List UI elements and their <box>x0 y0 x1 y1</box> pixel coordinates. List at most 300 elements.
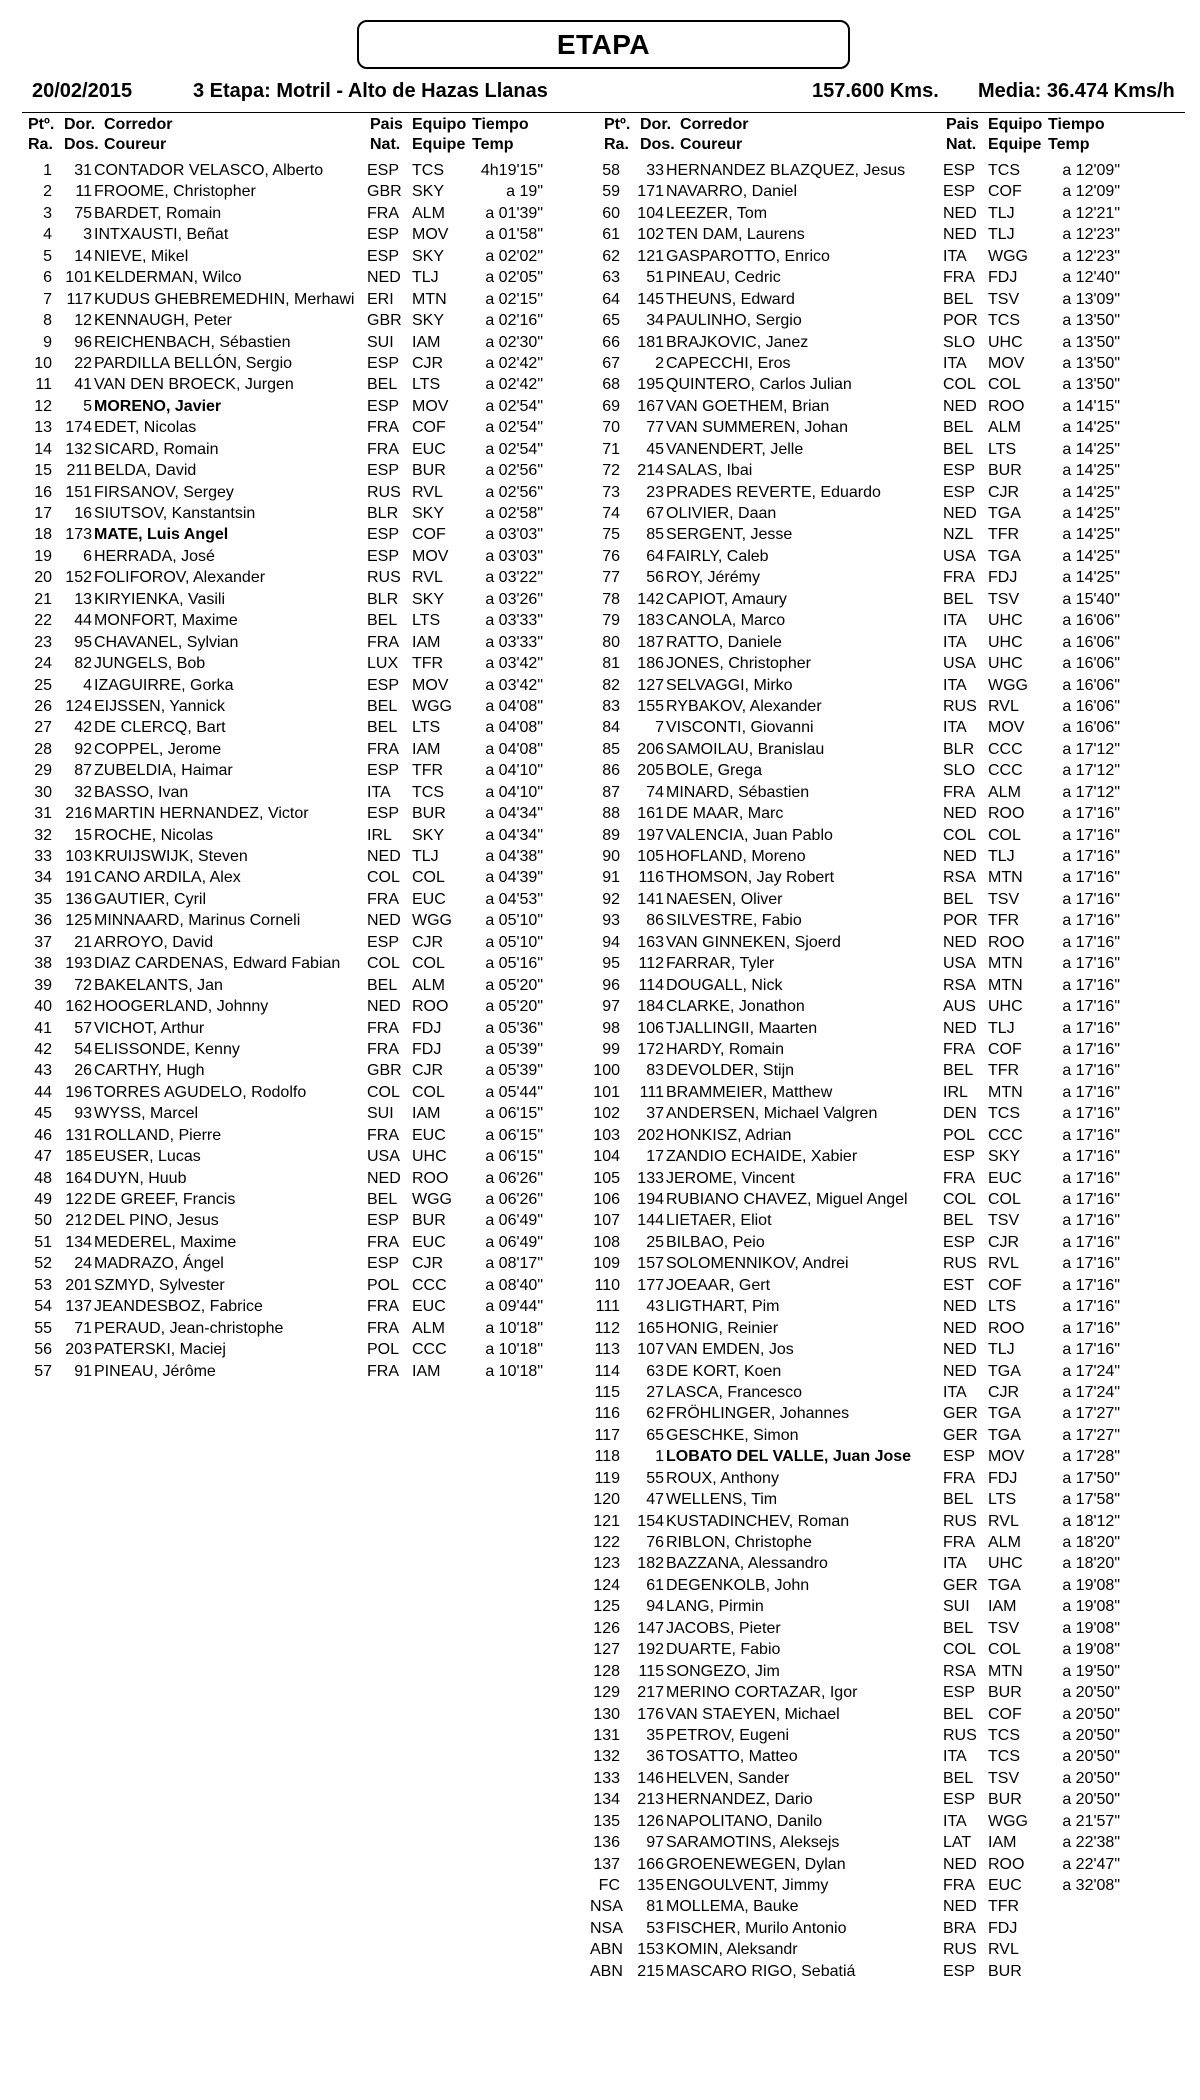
nationality-cell: ESP <box>943 1233 976 1251</box>
rider-name: RATTO, Daniele <box>666 633 782 651</box>
nationality-cell: BEL <box>943 1619 974 1637</box>
nationality-cell: FRA <box>943 1169 975 1187</box>
nationality-cell: ITA <box>943 612 967 630</box>
bib-cell: 184 <box>637 998 664 1016</box>
bib-cell: 31 <box>74 162 92 179</box>
rider-name: VAN DEN BROECK, Jurgen <box>94 376 294 394</box>
nationality-cell: NED <box>367 998 401 1016</box>
result-row <box>0 1382 1200 1403</box>
time-cell: a 04'34" <box>485 826 543 844</box>
time-cell: a 02'58" <box>485 505 543 522</box>
rider-name: PAULINHO, Sergio <box>666 312 802 330</box>
rank-cell: 116 <box>594 1405 620 1423</box>
time-cell: a 21'57" <box>1062 1812 1120 1830</box>
rider-name: KENNAUGH, Peter <box>94 312 232 330</box>
bib-cell: 105 <box>637 848 664 865</box>
team-cell: ALM <box>988 783 1021 801</box>
nationality-cell: BLR <box>367 590 399 608</box>
bib-cell: 195 <box>637 376 664 394</box>
result-row <box>0 1832 1200 1853</box>
bib-cell: 75 <box>74 204 92 222</box>
rank-cell: 131 <box>593 1726 620 1744</box>
time-cell: a 17'16" <box>1062 805 1120 823</box>
result-row <box>0 1939 1200 1960</box>
team-cell: RVL <box>412 569 443 587</box>
rider-name: PRADES REVERTE, Eduardo <box>666 483 881 501</box>
rider-name: CANO ARDILA, Alex <box>94 869 241 887</box>
result-row <box>0 567 1200 588</box>
nationality-cell: BLR <box>943 740 975 758</box>
time-cell: a 20'50" <box>1062 1748 1120 1766</box>
nationality-cell: FRA <box>367 633 399 651</box>
nationality-cell: BEL <box>943 890 974 908</box>
rider-name: RIBLON, Christophe <box>666 1534 812 1551</box>
rider-name: DEVOLDER, Stijn <box>666 1062 795 1080</box>
result-row <box>0 1553 1200 1574</box>
result-row <box>0 1918 1200 1939</box>
result-row <box>0 1596 1200 1617</box>
rank-cell: 70 <box>602 419 620 437</box>
result-row <box>0 1318 1200 1339</box>
rider-name: LEEZER, Tom <box>666 204 768 222</box>
rank-cell: 23 <box>34 633 52 651</box>
rider-name: FOLIFOROV, Alexander <box>94 569 266 587</box>
rider-name: ZANDIO ECHAIDE, Xabier <box>666 1148 858 1166</box>
rider-name: KUSTADINCHEV, Roman <box>666 1512 850 1530</box>
rider-name: KIRYIENKA, Vasili <box>94 590 226 608</box>
bib-cell: 56 <box>646 569 664 587</box>
rank-cell: 88 <box>602 805 620 823</box>
nationality-cell: BEL <box>943 440 974 458</box>
rank-cell: 100 <box>593 1062 620 1080</box>
team-cell: EUC <box>412 1233 446 1251</box>
time-cell: a 17'16" <box>1062 1105 1120 1123</box>
rank-cell: 95 <box>602 955 620 973</box>
rider-name: LIETAER, Eliot <box>666 1212 772 1230</box>
time-cell: a 17'12" <box>1062 740 1120 758</box>
rider-name: IZAGUIRRE, Gorka <box>94 676 234 694</box>
nationality-cell: SUI <box>367 333 394 351</box>
time-cell: a 17'16" <box>1062 955 1120 973</box>
result-row <box>0 1896 1200 1917</box>
rank-cell: 1 <box>43 162 52 179</box>
bib-cell: 211 <box>66 462 92 480</box>
time-cell: a 20'50" <box>1062 1705 1120 1723</box>
nationality-cell: ESP <box>367 676 400 694</box>
nationality-cell: FRA <box>943 1469 975 1487</box>
bib-cell: 83 <box>646 1062 664 1080</box>
time-cell: 4h19'15" <box>480 162 543 179</box>
nationality-cell: NED <box>943 933 977 951</box>
bib-cell: 35 <box>646 1726 664 1744</box>
rider-name: THEUNS, Edward <box>666 290 795 308</box>
team-cell: TCS <box>988 1105 1020 1123</box>
rank-cell: 43 <box>34 1062 52 1080</box>
bib-cell: 193 <box>65 955 92 973</box>
rank-cell: 48 <box>34 1169 52 1187</box>
team-cell: ROO <box>988 1855 1025 1873</box>
result-row <box>0 975 1200 996</box>
team-cell: LTS <box>412 612 441 630</box>
team-cell: WGG <box>988 247 1028 265</box>
rank-cell: 119 <box>594 1469 620 1487</box>
time-cell: a 17'16" <box>1062 1298 1120 1316</box>
result-row <box>0 717 1200 738</box>
rank-cell: 22 <box>34 612 52 630</box>
team-cell: EUC <box>412 440 446 458</box>
rank-cell: 129 <box>593 1684 620 1702</box>
nationality-cell: NED <box>943 1319 977 1337</box>
bib-cell: 33 <box>646 162 664 179</box>
rank-cell: 4 <box>43 226 52 244</box>
rank-cell: 94 <box>602 933 620 951</box>
bib-cell: 47 <box>646 1491 664 1509</box>
nationality-cell: ESP <box>367 462 400 480</box>
bib-cell: 212 <box>65 1212 92 1230</box>
header-divider <box>22 112 1185 113</box>
team-cell: ROO <box>412 1169 449 1187</box>
nationality-cell: NED <box>367 912 401 930</box>
nationality-cell: FRA <box>943 269 975 287</box>
rider-name: VAN STAEYEN, Michael <box>666 1705 840 1723</box>
bib-cell: 107 <box>637 1341 664 1359</box>
team-cell: MTN <box>988 976 1023 994</box>
rank-cell: 91 <box>602 869 620 887</box>
team-cell: BUR <box>988 1791 1022 1809</box>
time-cell: a 10'18" <box>485 1319 543 1337</box>
team-cell: IAM <box>412 1105 441 1123</box>
team-cell: UHC <box>988 1555 1023 1573</box>
rider-name: JOEAAR, Gert <box>666 1276 771 1294</box>
time-cell: a 03'03" <box>485 526 543 544</box>
rider-name: VAN GOETHEM, Brian <box>666 397 830 415</box>
rider-name: ROCHE, Nicolas <box>94 826 214 844</box>
rider-name: MINARD, Sébastien <box>666 783 810 801</box>
bib-cell: 103 <box>65 848 92 865</box>
team-cell: TCS <box>988 162 1020 179</box>
rank-cell: 67 <box>602 354 620 372</box>
rank-cell: 73 <box>602 483 620 501</box>
rank-cell: 81 <box>602 655 620 673</box>
rank-cell: 97 <box>602 998 620 1016</box>
rider-name: PATERSKI, Maciej <box>94 1341 226 1359</box>
rider-name: THOMSON, Jay Robert <box>666 869 835 887</box>
rider-name: EUSER, Lucas <box>94 1148 201 1166</box>
rider-name: GROENEWEGEN, Dylan <box>666 1855 846 1873</box>
team-cell: EUC <box>988 1877 1022 1894</box>
rank-cell: 18 <box>34 526 52 544</box>
rank-cell: 82 <box>602 676 620 694</box>
nationality-cell: FRA <box>367 204 399 222</box>
time-cell: a 02'54" <box>485 440 543 458</box>
rider-name: DE KORT, Koen <box>666 1362 782 1380</box>
nationality-cell: LAT <box>943 1834 972 1852</box>
team-cell: TSV <box>988 1769 1020 1787</box>
time-cell: a 17'16" <box>1062 1341 1120 1359</box>
team-cell: COL <box>412 869 445 887</box>
rank-cell: 9 <box>43 333 52 351</box>
rank-cell: 79 <box>602 612 620 630</box>
rank-cell: ABN <box>590 1941 623 1959</box>
nationality-cell: ITA <box>943 354 967 372</box>
team-cell: SKY <box>412 590 445 608</box>
bib-cell: 97 <box>646 1834 664 1852</box>
bib-cell: 192 <box>637 1641 664 1659</box>
nationality-cell: RUS <box>943 1255 977 1273</box>
nationality-cell: USA <box>943 547 976 565</box>
result-row <box>0 160 1200 181</box>
rank-cell: 54 <box>34 1298 52 1316</box>
bib-cell: 72 <box>74 976 92 994</box>
nationality-cell: USA <box>367 1148 400 1166</box>
rider-name: CAPECCHI, Eros <box>666 354 791 372</box>
bib-cell: 214 <box>637 462 664 480</box>
time-cell: a 02'54" <box>485 419 543 437</box>
nationality-cell: FRA <box>367 419 399 437</box>
team-cell: TLJ <box>988 1019 1015 1037</box>
rider-name: BAZZANA, Alessandro <box>666 1555 828 1573</box>
rank-cell: 83 <box>602 697 620 715</box>
col-dor-label-2: Dos. <box>64 136 99 153</box>
bib-cell: 25 <box>646 1233 664 1251</box>
team-cell: BUR <box>988 1962 1022 1980</box>
team-cell: MOV <box>988 354 1025 372</box>
col-dor-label: Dor. <box>640 116 672 133</box>
time-cell: a 13'50" <box>1062 312 1120 330</box>
result-row <box>0 932 1200 953</box>
team-cell: RVL <box>412 483 443 501</box>
result-row <box>0 696 1200 717</box>
nationality-cell: FRA <box>367 1298 399 1316</box>
time-cell: a 05'39" <box>485 1062 543 1080</box>
nationality-cell: NED <box>943 1362 977 1380</box>
rank-cell: 87 <box>602 783 620 801</box>
team-cell: MOV <box>988 719 1025 737</box>
team-cell: MOV <box>988 1448 1025 1466</box>
rider-name: HERRADA, José <box>94 547 215 565</box>
nationality-cell: NED <box>943 1855 977 1873</box>
rank-cell: 84 <box>602 719 620 737</box>
time-cell: a 04'10" <box>485 762 543 780</box>
bib-cell: 63 <box>646 1362 664 1380</box>
time-cell: a 02'15" <box>485 290 543 308</box>
team-cell: CJR <box>412 354 444 372</box>
bib-cell: 42 <box>74 719 92 737</box>
team-cell: ALM <box>412 976 445 994</box>
time-cell: a 03'42" <box>485 655 543 673</box>
result-row <box>0 739 1200 760</box>
team-cell: TFR <box>412 655 444 673</box>
nationality-cell: FRA <box>367 1019 399 1037</box>
team-cell: RVL <box>988 1255 1019 1273</box>
col-nat-label-2: Nat. <box>370 136 401 153</box>
result-row <box>0 1125 1200 1146</box>
team-cell: ROO <box>412 998 449 1016</box>
nationality-cell: NED <box>943 204 977 222</box>
rider-name: HELVEN, Sander <box>666 1769 790 1787</box>
time-cell: a 12'23" <box>1062 247 1120 265</box>
rank-cell: 58 <box>602 162 620 179</box>
rider-name: BARDET, Romain <box>94 204 222 222</box>
nationality-cell: ESP <box>943 483 976 501</box>
team-cell: CCC <box>412 1276 447 1294</box>
result-row <box>0 675 1200 696</box>
bib-cell: 117 <box>66 290 92 308</box>
time-cell: a 12'40" <box>1062 269 1120 287</box>
rank-cell: 3 <box>43 204 52 222</box>
bib-cell: 92 <box>74 740 92 758</box>
col-time-label-2: Temp <box>1048 136 1090 153</box>
time-cell: a 04'08" <box>485 697 543 715</box>
rider-name: DE CLERCQ, Bart <box>94 719 226 737</box>
bib-cell: 145 <box>637 290 664 308</box>
team-cell: COF <box>412 419 446 437</box>
bib-cell: 196 <box>65 1083 92 1101</box>
rank-cell: 56 <box>34 1341 52 1359</box>
team-cell: SKY <box>412 826 445 844</box>
time-cell: a 20'50" <box>1062 1791 1120 1809</box>
bib-cell: 93 <box>74 1105 92 1123</box>
team-cell: FDJ <box>988 569 1018 587</box>
time-cell: a 01'58" <box>485 226 543 244</box>
team-cell: FDJ <box>412 1040 442 1058</box>
nationality-cell: ITA <box>943 1555 967 1573</box>
team-cell: BUR <box>988 462 1022 480</box>
nationality-cell: RUS <box>943 1726 977 1744</box>
bib-cell: 163 <box>637 933 664 951</box>
stage-distance: 157.600 Kms. <box>812 80 939 102</box>
rank-cell: 2 <box>43 183 52 201</box>
time-cell: a 04'38" <box>485 848 543 865</box>
result-row <box>0 1210 1200 1231</box>
rider-name: WELLENS, Tim <box>666 1491 778 1509</box>
rank-cell: 5 <box>43 247 52 265</box>
rank-cell: 30 <box>34 783 52 801</box>
nationality-cell: COL <box>943 1191 976 1208</box>
result-row <box>0 1618 1200 1639</box>
result-row <box>0 1725 1200 1746</box>
rank-cell: 6 <box>43 269 52 287</box>
bib-cell: 85 <box>646 526 664 544</box>
time-cell: a 04'39" <box>485 869 543 887</box>
nationality-cell: FRA <box>367 1319 399 1337</box>
rider-name: SIUTSOV, Kanstantsin <box>94 505 256 522</box>
result-row <box>0 1232 1200 1253</box>
bib-cell: 187 <box>637 633 664 651</box>
result-row <box>0 546 1200 567</box>
team-cell: COF <box>988 1276 1022 1294</box>
time-cell: a 03'22" <box>485 569 543 587</box>
time-cell: a 02'05" <box>485 269 543 287</box>
nationality-cell: FRA <box>367 1362 399 1380</box>
bib-cell: 15 <box>74 826 92 844</box>
team-cell: ALM <box>988 419 1021 437</box>
rider-name: SZMYD, Sylvester <box>94 1276 225 1294</box>
bib-cell: 162 <box>65 998 92 1016</box>
team-cell: TCS <box>988 1726 1020 1744</box>
team-cell: CJR <box>988 483 1020 501</box>
bib-cell: 14 <box>74 247 92 265</box>
col-rider-label-2: Coureur <box>680 136 743 153</box>
bib-cell: 115 <box>638 1662 664 1680</box>
rank-cell: FC <box>598 1877 620 1894</box>
rank-cell: 49 <box>34 1191 52 1208</box>
team-cell: TFR <box>988 526 1020 544</box>
time-cell: a 20'50" <box>1062 1684 1120 1702</box>
nationality-cell: ESP <box>943 1448 976 1466</box>
time-cell: a 17'27" <box>1062 1426 1120 1444</box>
time-cell: a 17'16" <box>1062 1126 1120 1144</box>
team-cell: TCS <box>988 1748 1020 1766</box>
time-cell: a 14'25" <box>1062 483 1120 501</box>
result-row <box>0 1018 1200 1039</box>
team-cell: COF <box>988 183 1022 201</box>
rider-name: VAN GINNEKEN, Sjoerd <box>666 933 841 951</box>
time-cell: a 06'49" <box>485 1233 543 1251</box>
bib-cell: 22 <box>74 354 92 372</box>
bib-cell: 21 <box>74 933 92 951</box>
team-cell: TSV <box>988 290 1020 308</box>
time-cell: a 03'03" <box>485 547 543 565</box>
result-row <box>0 1661 1200 1682</box>
time-cell: a 04'53" <box>485 890 543 908</box>
time-cell: a 17'16" <box>1062 1191 1120 1208</box>
rank-cell: 40 <box>34 998 52 1016</box>
team-cell: COL <box>412 955 445 973</box>
bib-cell: 157 <box>637 1255 664 1273</box>
team-cell: CJR <box>412 1255 444 1273</box>
team-cell: RVL <box>988 1512 1019 1530</box>
team-cell: CCC <box>412 1341 447 1359</box>
team-cell: SKY <box>412 505 445 522</box>
rank-cell: 66 <box>602 333 620 351</box>
bib-cell: 23 <box>646 483 664 501</box>
bib-cell: 216 <box>65 805 92 823</box>
bib-cell: 154 <box>637 1512 664 1530</box>
rank-cell: 93 <box>602 912 620 930</box>
nationality-cell: COL <box>943 1641 976 1659</box>
time-cell: a 16'06" <box>1062 612 1120 630</box>
result-row <box>0 1253 1200 1274</box>
team-cell: TFR <box>412 762 444 780</box>
time-cell: a 14'25" <box>1062 526 1120 544</box>
rank-cell: 134 <box>593 1791 620 1809</box>
nationality-cell: RUS <box>943 697 977 715</box>
nationality-cell: FRA <box>367 740 399 758</box>
bib-cell: 155 <box>637 697 664 715</box>
rank-cell: 126 <box>593 1619 620 1637</box>
rider-name: GAUTIER, Cyril <box>94 890 206 908</box>
team-cell: TLJ <box>988 204 1015 222</box>
rider-name: JUNGELS, Bob <box>94 655 206 673</box>
bib-cell: 32 <box>74 783 92 801</box>
team-cell: SKY <box>412 312 445 330</box>
result-row <box>0 1854 1200 1875</box>
bib-cell: 71 <box>74 1319 92 1337</box>
bib-cell: 5 <box>83 397 92 415</box>
team-cell: COL <box>988 1191 1021 1208</box>
nationality-cell: SLO <box>943 762 976 780</box>
team-cell: TGA <box>988 1362 1021 1380</box>
rider-name: MERINO CORTAZAR, Igor <box>666 1684 858 1702</box>
team-cell: WGG <box>412 697 452 715</box>
team-cell: TFR <box>988 912 1020 930</box>
rank-cell: 77 <box>602 569 620 587</box>
nationality-cell: BEL <box>367 376 398 394</box>
team-cell: TLJ <box>412 848 439 865</box>
time-cell: a 05'44" <box>485 1083 543 1101</box>
team-cell: EUC <box>412 1298 446 1316</box>
